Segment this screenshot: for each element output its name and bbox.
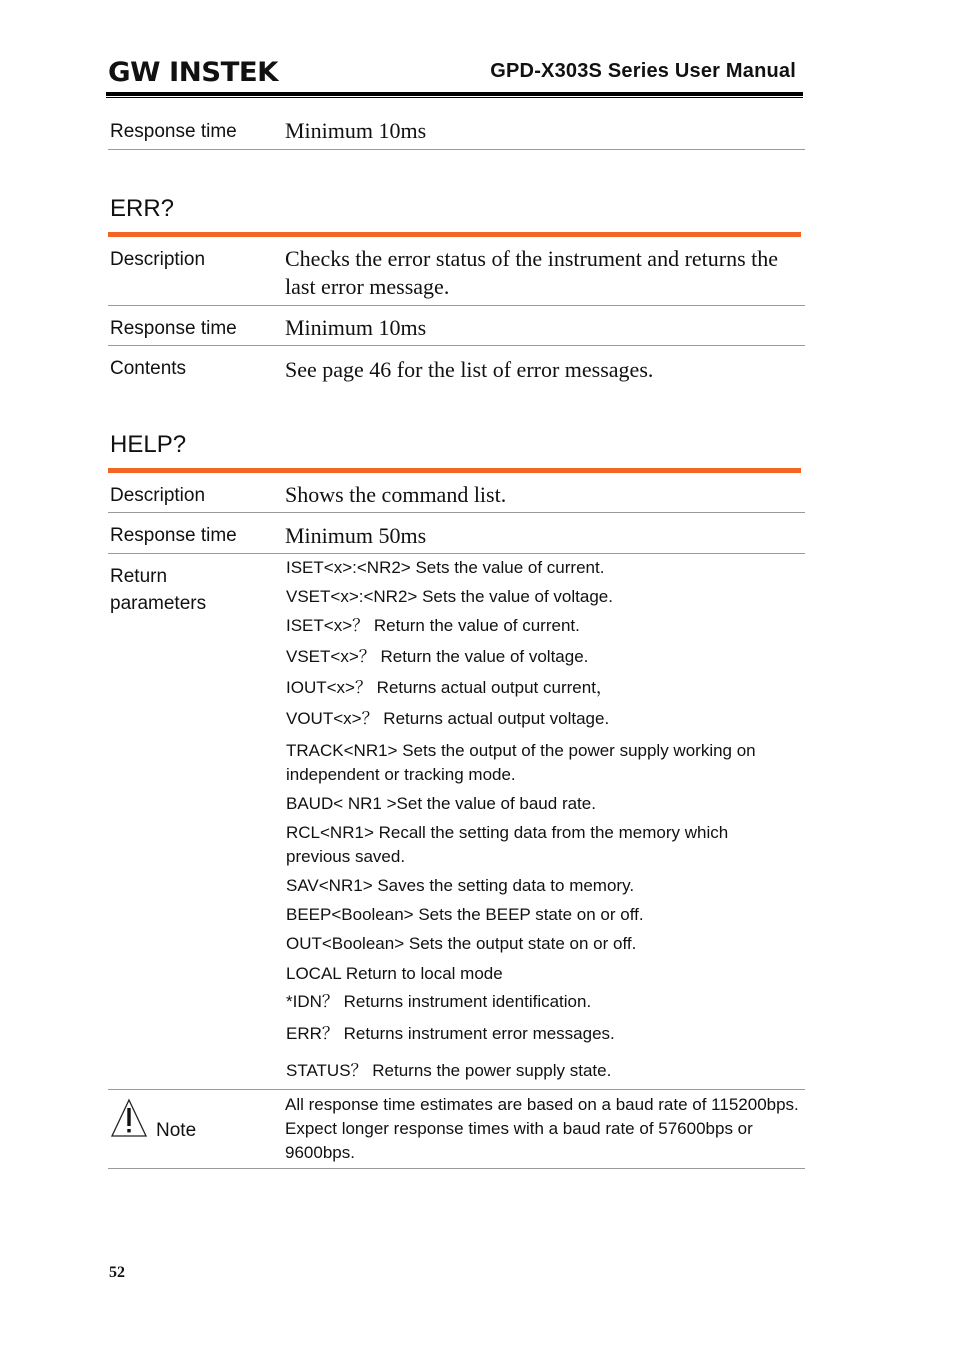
row-label: parameters [110, 593, 207, 614]
note-row [108, 1090, 805, 1169]
list-item: VOUT<x>？ Returns actual output voltage. [286, 709, 610, 728]
row-label: Return [110, 566, 168, 587]
page-number: 52 [109, 1264, 125, 1281]
help-response-row [108, 513, 805, 554]
list-item: ISET<x>？ Return the value of current. [286, 616, 580, 635]
err-response-row [108, 306, 805, 346]
list-item: ERR？ Returns instrument error messages. [286, 1024, 615, 1043]
header-rule-thin [106, 97, 803, 98]
list-item: SAV<NR1> Saves the setting data to memory. [286, 876, 635, 895]
list-item: IOUT<x>？ Returns actual output current， [286, 678, 613, 697]
note-label: Note [156, 1120, 197, 1141]
list-item: BAUD< NR1 >Set the value of baud rate. [286, 794, 596, 813]
section-bar-help [108, 468, 801, 473]
row-label: Description [110, 249, 206, 270]
list-item: VSET<x>:<NR2> Sets the value of voltage. [286, 587, 613, 606]
list-item: LOCAL Return to local mode [286, 964, 503, 983]
row-label: Response time [110, 525, 237, 546]
brand-logo-text: GW INSTEK [108, 57, 280, 85]
list-item: BEEP<Boolean> Sets the BEEP state on or off. [286, 905, 644, 924]
row-label: Description [110, 485, 206, 506]
warning-triangle-icon [110, 1098, 148, 1138]
row-value: Minimum 10ms [285, 315, 427, 340]
section-bar-err [108, 232, 801, 237]
list-item: VSET<x>？ Return the value of voltage. [286, 647, 589, 666]
list-item: *IDN？ Returns instrument identification. [286, 992, 592, 1011]
row-value: Shows the command list. [285, 482, 507, 507]
manual-title: GPD-X303S Series User Manual [490, 60, 796, 82]
list-item: ISET<x>:<NR2> Sets the value of current. [286, 558, 605, 577]
row-label: Response time [110, 318, 237, 339]
list-item: RCL<NR1> Recall the setting data from the memory which previous saved. [286, 823, 729, 866]
brand-logo [108, 55, 280, 85]
header-rule [106, 92, 803, 96]
row-value: Minimum 50ms [285, 523, 427, 548]
row-label: Contents [110, 358, 187, 379]
row-value: Checks the error status of the instrument and returns the last error message. [285, 246, 779, 299]
top-response-row [108, 112, 805, 150]
row-value: Minimum 10ms [285, 118, 427, 143]
list-item: OUT<Boolean> Sets the output state on or off. [286, 934, 637, 953]
err-description-row [108, 240, 805, 306]
err-contents-row [108, 346, 805, 396]
list-item: STATUS？ Returns the power supply state. [286, 1061, 612, 1080]
section-title-err: ERR? [110, 195, 175, 222]
row-label: Response time [110, 121, 237, 142]
section-title-help: HELP? [110, 431, 187, 458]
help-description-row [108, 476, 805, 513]
note-text: All response time estimates are based on a baud rate of 115200bps. Expect longer response times with a baud rate of 57600bps or 9600bps. [285, 1095, 799, 1162]
row-value: See page 46 for the list of error messages. [285, 357, 654, 382]
list-item: TRACK<NR1> Sets the output of the power supply working on independent or tracking mode. [286, 741, 756, 784]
